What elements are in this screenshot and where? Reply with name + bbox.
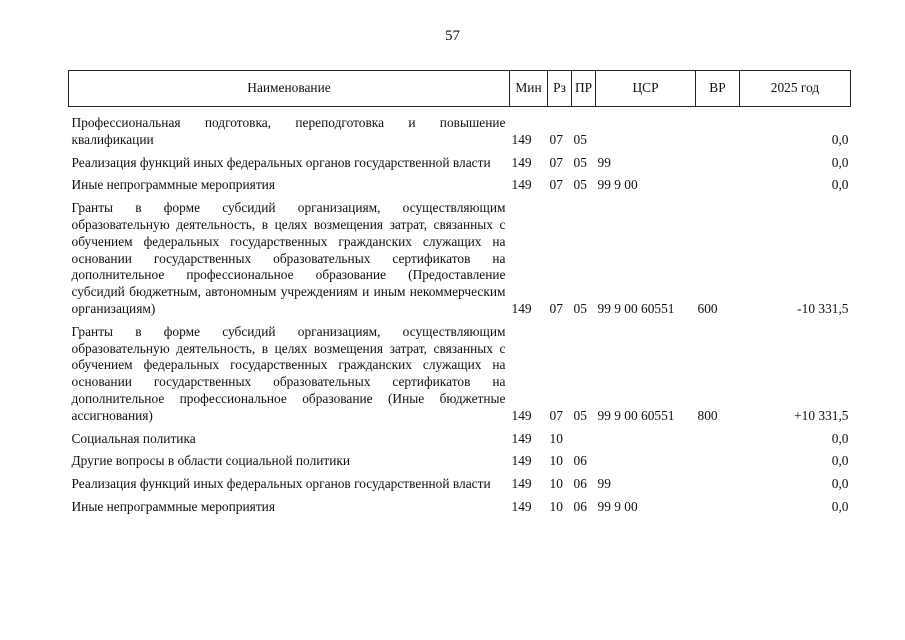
header-name: Наименование: [69, 71, 510, 107]
row-name: Другие вопросы в области социальной политики: [71, 453, 351, 469]
row-csr: [596, 107, 696, 149]
header-rz: Рз: [548, 71, 572, 107]
row-amount: 0,0: [831, 476, 849, 492]
table-row: [69, 447, 851, 470]
row-rz: 10: [549, 498, 563, 514]
page-number: 57: [445, 28, 460, 44]
row-rz: 07: [549, 154, 563, 170]
row-name: Иные непрограммные мероприятия: [71, 177, 275, 193]
row-rz: 10: [549, 453, 563, 469]
row-name: Реализация функций иных федеральных органов государственной власти: [71, 476, 491, 492]
row-vr: 800: [697, 407, 718, 423]
row-name: Реализация функций иных федеральных органов государственной власти: [71, 154, 491, 170]
row-amount: -10 331,5: [797, 300, 849, 316]
budget-table: [68, 70, 851, 516]
row-pr: [572, 425, 596, 448]
row-vr: 600: [697, 300, 718, 316]
header-csr: ЦСР: [596, 71, 696, 107]
row-min: 149: [511, 430, 532, 446]
row-pr: 05: [573, 131, 587, 147]
row-amount: 0,0: [831, 131, 849, 147]
table-row: [69, 107, 851, 149]
row-csr: 99: [597, 476, 611, 492]
row-csr: 99 9 00 60551: [597, 407, 675, 423]
row-amount: +10 331,5: [794, 407, 849, 423]
row-pr: 06: [573, 498, 587, 514]
row-amount: 0,0: [831, 177, 849, 193]
row-rz: 07: [549, 177, 563, 193]
row-amount: 0,0: [831, 154, 849, 170]
table-row: [69, 149, 851, 172]
row-min: 149: [511, 498, 532, 514]
table-row: [69, 171, 851, 194]
row-vr: [696, 425, 740, 448]
row-pr: 05: [573, 300, 587, 316]
row-csr: 99: [597, 154, 611, 170]
row-min: 149: [511, 154, 532, 170]
row-min: 149: [511, 300, 532, 316]
row-name: Социальная политика: [71, 430, 196, 446]
header-year: 2025 год: [740, 71, 851, 107]
row-name: Гранты в форме субсидий организациям, осуществляющим образовательную деятельность, в целях возмещения затрат, связанных с обучением федеральных государственных гражданских служащих на основании государственных образовательных сертификатов на дополнительное профессиональное образование (Иные бюджетные ассигнования): [71, 323, 506, 423]
row-min: 149: [511, 476, 532, 492]
table-row: [69, 470, 851, 493]
header-vr: ВР: [696, 71, 740, 107]
row-name: Иные непрограммные мероприятия: [71, 498, 275, 514]
row-vr: [696, 447, 740, 470]
table-row: [69, 318, 851, 425]
row-csr: 99 9 00: [597, 498, 638, 514]
row-pr: 05: [573, 407, 587, 423]
row-amount: 0,0: [831, 498, 849, 514]
row-vr: [696, 470, 740, 493]
row-min: 149: [511, 453, 532, 469]
row-csr: [596, 425, 696, 448]
header-pr: ПР: [572, 71, 596, 107]
row-min: 149: [511, 131, 532, 147]
table-header-row: [69, 71, 851, 107]
row-vr: [696, 107, 740, 149]
table-row: [69, 493, 851, 516]
row-csr: 99 9 00: [597, 177, 638, 193]
row-rz: 10: [549, 476, 563, 492]
row-rz: 10: [549, 430, 563, 446]
header-min: Мин: [510, 71, 548, 107]
table-row: [69, 425, 851, 448]
row-name: Гранты в форме субсидий организациям, осуществляющим образовательную деятельность, в целях возмещения затрат, связанных с обучением федеральных государственных гражданских служащих на основании государственных образовательных сертификатов на дополнительное профессиональное образование (Предоставление субсидий бюджетным, автономным учреждениям и иным некоммерческим организациям): [71, 200, 506, 316]
row-min: 149: [511, 177, 532, 193]
row-vr: [696, 171, 740, 194]
row-min: 149: [511, 407, 532, 423]
table-row: [69, 194, 851, 318]
row-pr: 06: [573, 453, 587, 469]
row-vr: [696, 493, 740, 516]
row-vr: [696, 149, 740, 172]
row-csr: [596, 447, 696, 470]
row-rz: 07: [549, 407, 563, 423]
row-rz: 07: [549, 300, 563, 316]
row-rz: 07: [549, 131, 563, 147]
row-pr: 05: [573, 154, 587, 170]
row-name: Профессиональная подготовка, переподготовка и повышение квалификации: [71, 115, 506, 147]
row-csr: 99 9 00 60551: [597, 300, 675, 316]
row-amount: 0,0: [831, 430, 849, 446]
row-pr: 06: [573, 476, 587, 492]
row-amount: 0,0: [831, 453, 849, 469]
row-pr: 05: [573, 177, 587, 193]
